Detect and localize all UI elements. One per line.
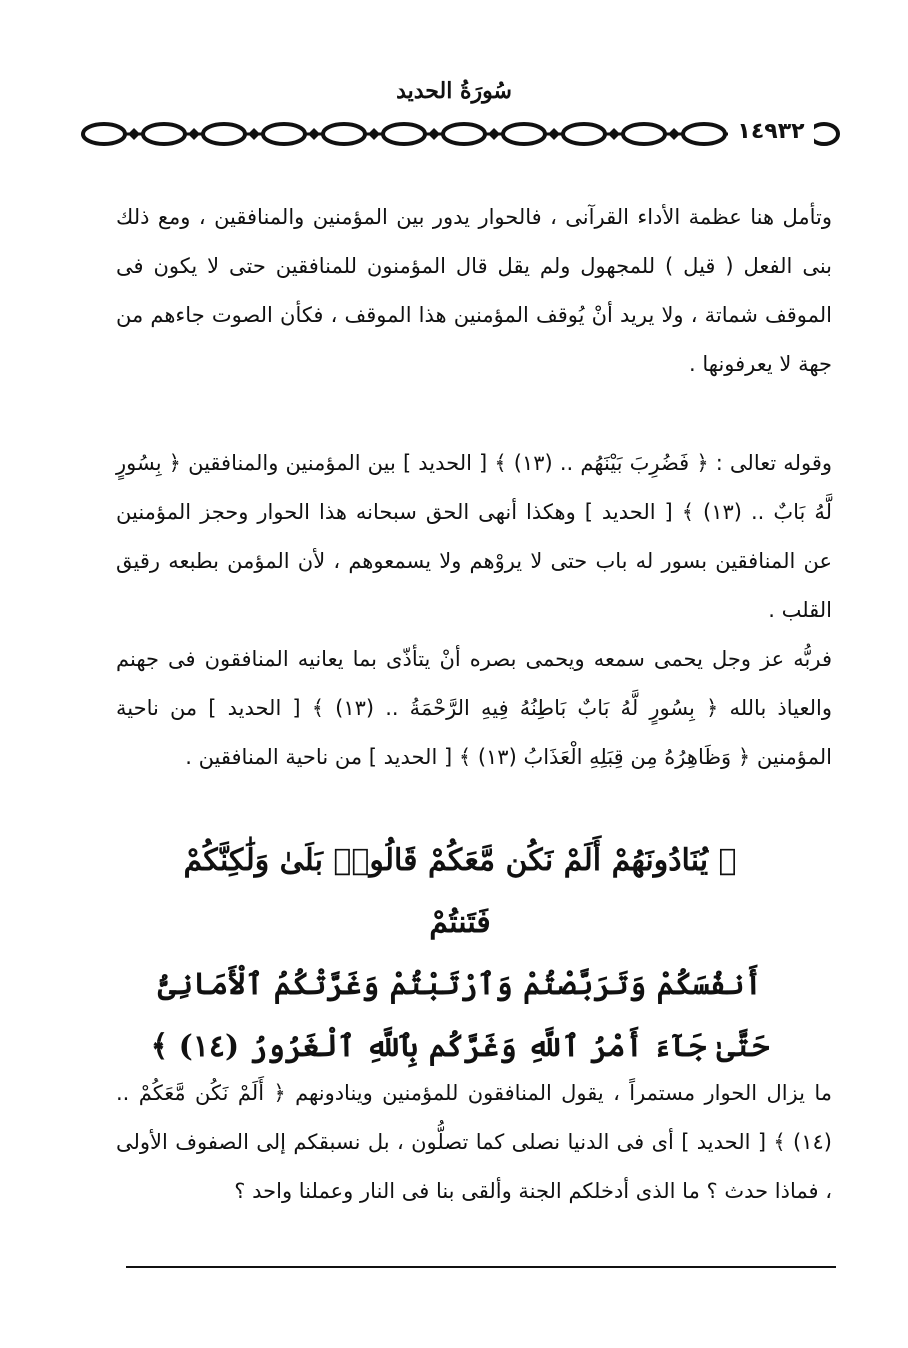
commentary-paragraph-4: ما يزال الحوار مستمراً ، يقول المنافقون للمؤمنين وينادونهم ﴿ أَلَمْ نَكُن مَّعَكُمْ .. (١٤) ﴾ [ الحديد ] أى فى الدنيا نصلى كما تصلُّون ، بل نسبقكم إلى الصفوف الأولى ، فماذا حدث ؟ ما الذى أدخلكم الجنة وألقى بنا فى النار وعملنا واحد ؟ xyxy=(116,1081,832,1203)
commentary-paragraph-3: فربُّه عز وجل يحمى سمعه ويحمى بصره أنْ يتأذّى بما يعانيه المنافقون فى جهنم والعياذ بالله ﴿ بِسُورٍ لَّهُ بَابٌ بَاطِنُهُ فِيهِ الرَّحْمَةُ .. (١٣) ﴾ [ الحديد ] من ناحية المؤمنين ﴿ وَظَاهِرُهُ مِن قِبَلِهِ الْعَذَابُ (١٣) ﴾ [ الحديد ] من ناحية المنافقين . xyxy=(116,647,833,769)
footer-divider xyxy=(126,1266,836,1268)
quran-verse-line-1: ﴿ يُنَادُونَهُمْ أَلَمْ نَكُن مَّعَكُمْ قَالُوا۟ بَلَىٰ وَلَٰكِنَّكُمْ فَتَنتُمْ xyxy=(183,843,737,940)
ornamental-header-border xyxy=(80,118,840,150)
surah-title: سُورَةُ الحديد xyxy=(396,78,512,104)
page-number: ١٤٩٣٢ xyxy=(728,117,814,147)
quran-verse-line-3: حَتَّىٰ جَآءَ أَمْرُ ٱللَّهِ وَغَرَّكُم بِٱللَّهِ ٱلْغَرُورُ (١٤) ﴾ xyxy=(150,1029,770,1064)
quran-verse-block xyxy=(150,830,770,1078)
quran-verse-line-2: أَنفُسَكُمْ وَتَرَبَّصْتُمْ وَٱرْتَبْتُمْ وَغَرَّتْكُمُ ٱلْأَمَانِىُّ xyxy=(157,967,763,1002)
commentary-paragraph-1: وتأمل هنا عظمة الأداء القرآنى ، فالحوار يدور بين المؤمنين والمنافقين ، ومع ذلك بنى الفعل ( قيل ) للمجهول ولم يقل قال المؤمنون للمنافقين حتى لا يكون فى الموقف شماتة ، ولا يريد أنْ يُوقف المؤمنين هذا الموقف ، فكأن الصوت جاءهم من جهة لا يعرفونها . xyxy=(116,205,832,376)
commentary-paragraph-2: وقوله تعالى : ﴿ فَضُرِبَ بَيْنَهُم .. (١٣) ﴾ [ الحديد ] بين المؤمنين والمنافقين ﴿ بِسُورٍ لَّهُ بَابٌ .. (١٣) ﴾ [ الحديد ] وهكذا أنهى الحق سبحانه هذا الحوار وحجز المؤمنين عن المنافقين بسور له باب حتى لا يروْهم ولا يسمعوهم ، لأن المؤمن بطبعه رقيق القلب . xyxy=(116,451,832,622)
